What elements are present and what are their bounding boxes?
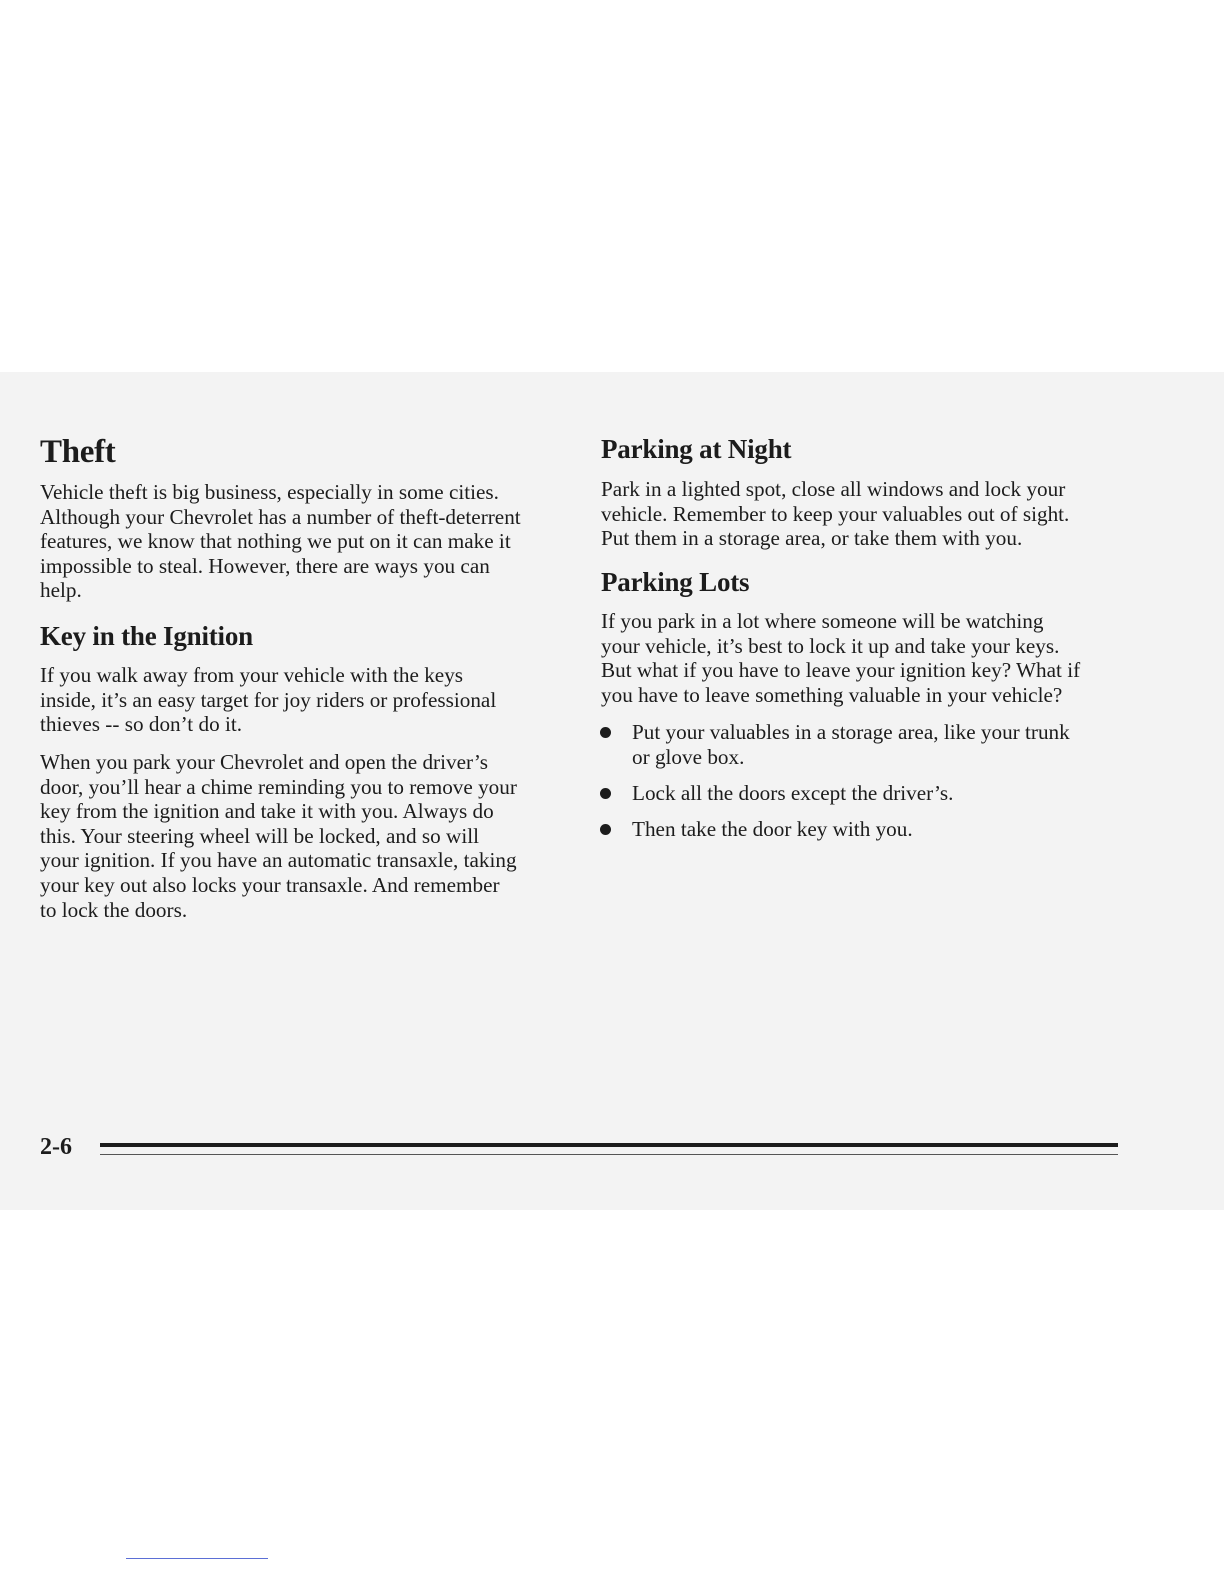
key-paragraph-1 [40,663,580,737]
list-item [600,720,1140,769]
text-line: But what if you have to leave your ignition key? What if [601,658,1081,683]
text-line: features, we know that nothing we put on it can make it [40,529,511,554]
text-line: your vehicle, it’s best to lock it up and take your keys. [601,633,1060,658]
text-line: you have to leave something valuable in your vehicle? [601,682,1063,707]
text-line: your key out also locks your transaxle. And remember [40,872,500,897]
page-number: 2-6 [40,1134,72,1160]
text-line: Put them in a storage area, or take them with you. [601,526,1023,551]
text-line: impossible to steal. However, there are ways you can [40,553,490,578]
text-line: When you park your Chevrolet and open the driver’s [40,750,488,774]
bullet-icon [600,727,611,738]
text-line: or glove box. [632,744,745,769]
text-line: help. [40,578,82,603]
text-line: Lock all the doors except the driver’s. [632,781,954,806]
key-paragraph-2 [40,750,580,922]
heading-parking-at-night: Parking at Night [601,434,792,464]
list-item [600,781,1140,806]
heading-key-in-ignition: Key in the Ignition [40,621,253,651]
bullet-list [600,720,1140,841]
lots-paragraph [601,609,1141,707]
text-line: to lock the doors. [40,897,188,922]
text-line: your ignition. If you have an automatic transaxle, taking [40,848,517,873]
text-line: inside, it’s an easy target for joy riders or professional [40,687,497,712]
text-line: Put your valuables in a storage area, like your trunk [632,720,1070,744]
text-line: If you park in a lot where someone will be watching [601,609,1044,633]
night-paragraph [601,477,1141,551]
text-line: vehicle. Remember to keep your valuables out of sight. [601,501,1070,526]
text-line: If you walk away from your vehicle with the keys [40,663,464,687]
text-line: this. Your steering wheel will be locked, and so will [40,823,479,848]
text-line: thieves -- so don’t do it. [40,712,243,737]
text-line: Then take the door key with you. [632,816,913,841]
section-title-theft: Theft [40,434,116,470]
footer-rule-thin [100,1154,1118,1155]
text-line: door, you’ll hear a chime reminding you to remove your [40,774,517,799]
text-line: Vehicle theft is big business, especially in some cities. [40,480,499,504]
footer-rule [100,1143,1118,1147]
link-underline[interactable] [126,1558,268,1559]
text-line: Park in a lighted spot, close all windows and lock your [601,477,1066,501]
heading-parking-lots: Parking Lots [601,567,750,597]
theft-intro-paragraph [40,480,580,603]
bullet-icon [600,788,611,799]
text-line: Although your Chevrolet has a number of theft-deterrent [40,504,521,529]
text-line: key from the ignition and take it with you. Always do [40,799,494,824]
bullet-icon [600,824,611,835]
list-item [600,817,1140,842]
